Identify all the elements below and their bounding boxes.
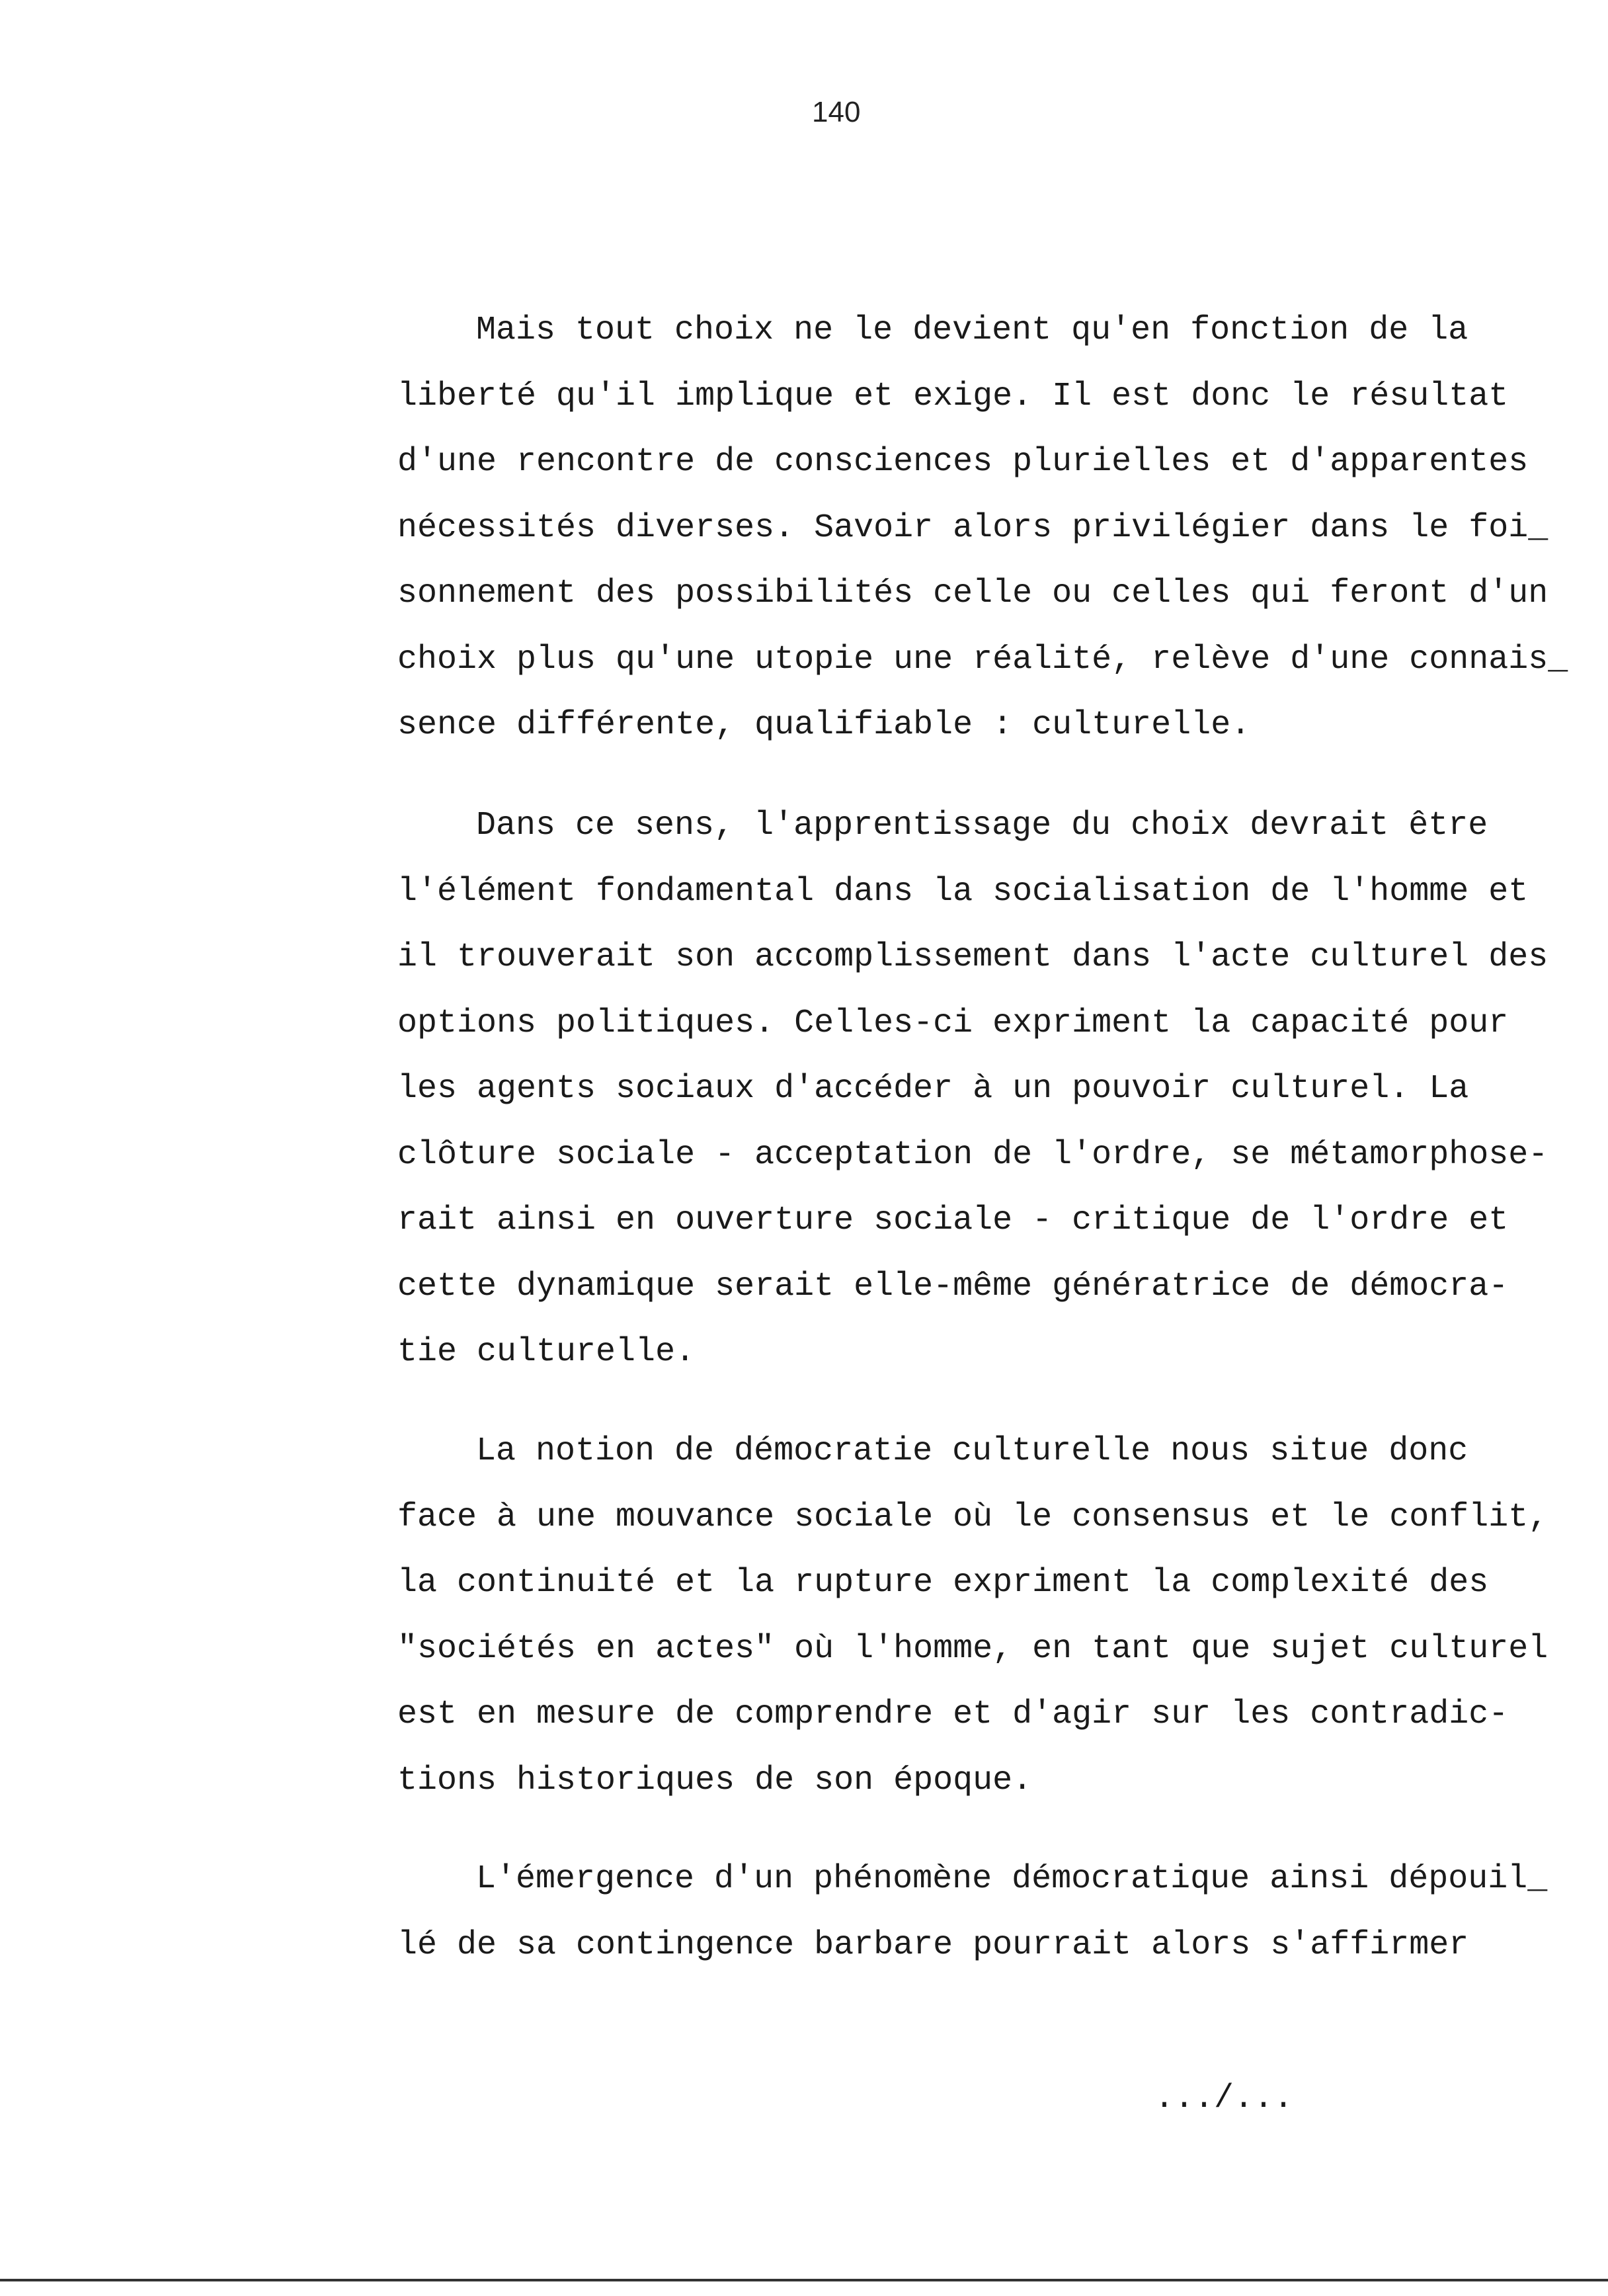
text-line: liberté qu'il implique et exige. Il est donc le résultat bbox=[397, 377, 1509, 415]
continuation-mark: .../... bbox=[1154, 2080, 1294, 2117]
paragraph-4 bbox=[397, 1846, 1547, 1978]
text-line: est en mesure de comprendre et d'agir sur les contradic- bbox=[397, 1696, 1509, 1733]
text-line: cette dynamique serait elle-même génératrice de démocra- bbox=[397, 1267, 1509, 1305]
paragraph-1 bbox=[397, 298, 1568, 758]
text-line: il trouverait son accomplissement dans l'acte culturel des bbox=[397, 938, 1548, 976]
text-line: sonnement des possibilités celle ou celles qui feront d'un bbox=[397, 575, 1548, 612]
paragraph-2 bbox=[397, 793, 1548, 1385]
text-line: lé de sa contingence barbare pourrait alors s'affirmer bbox=[397, 1926, 1469, 1964]
text-line: nécessités diverses. Savoir alors privilégier dans le foi_ bbox=[397, 509, 1548, 547]
text-line: La notion de démocratie culturelle nous situe donc bbox=[476, 1432, 1468, 1470]
text-line: Mais tout choix ne le devient qu'en fonction de la bbox=[476, 311, 1468, 349]
text-line: options politiques. Celles-ci expriment la capacité pour bbox=[397, 1004, 1509, 1042]
bottom-rule bbox=[0, 2279, 1608, 2281]
text-line: rait ainsi en ouverture sociale - critique de l'ordre et bbox=[397, 1202, 1509, 1239]
page-number: 140 bbox=[812, 96, 861, 128]
text-line: choix plus qu'une utopie une réalité, relève d'une connais_ bbox=[397, 640, 1568, 678]
text-line: clôture sociale - acceptation de l'ordre, se métamorphose- bbox=[397, 1135, 1548, 1174]
paragraph-3 bbox=[397, 1418, 1548, 1813]
text-line: l'élément fondamental dans la socialisation de l'homme et bbox=[397, 872, 1529, 911]
text-line: L'émergence d'un phénomène démocratique ainsi dépouil_ bbox=[476, 1860, 1548, 1898]
text-line: tie culturelle. bbox=[397, 1333, 696, 1371]
text-line: Dans ce sens, l'apprentissage du choix devrait être bbox=[476, 807, 1488, 844]
text-line: face à une mouvance sociale où le consensus et le conflit, bbox=[397, 1498, 1548, 1536]
text-line: d'une rencontre de consciences plurielles et d'apparentes bbox=[397, 443, 1529, 481]
text-line: tions historiques de son époque. bbox=[397, 1761, 1033, 1799]
text-line: les agents sociaux d'accéder à un pouvoir culturel. La bbox=[397, 1070, 1469, 1108]
text-line: sence différente, qualifiable : culturelle. bbox=[397, 706, 1251, 744]
text-line: "sociétés en actes" où l'homme, en tant que sujet culturel bbox=[397, 1629, 1548, 1668]
text-line: la continuité et la rupture expriment la complexité des bbox=[397, 1564, 1489, 1602]
